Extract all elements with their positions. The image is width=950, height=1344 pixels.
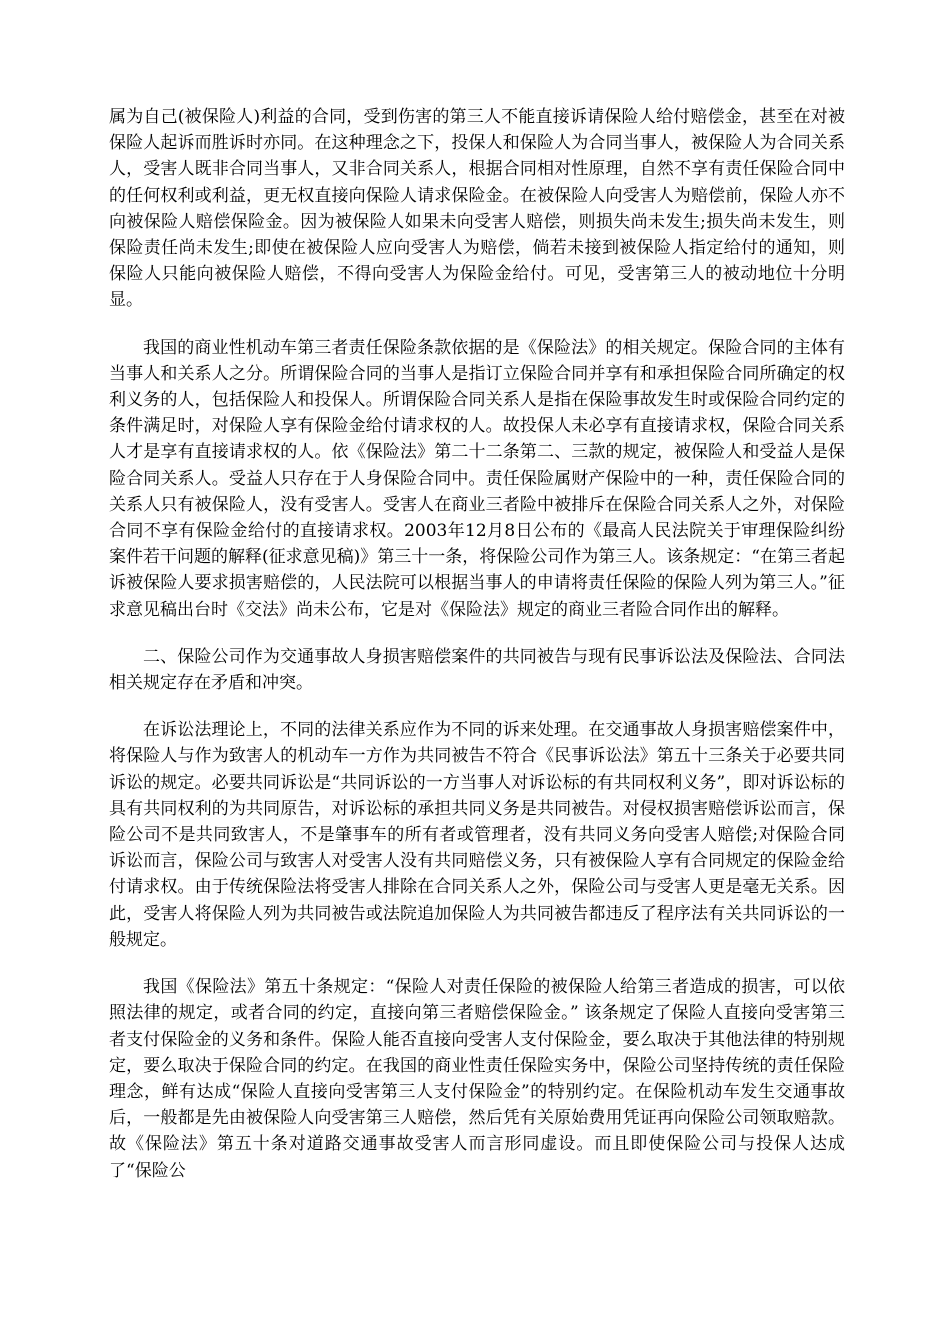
paragraph-2: 我国的商业性机动车第三者责任保险条款依据的是《保险法》的相关规定。保险合同的主体有当事人和关系人之分。所谓保险合同的当事人是指订立保险合同并享有和承担保险合同所确定的权利义务的人，包括保险人和投保人。所谓保险合同关系人是指在保险事故发生时或保险合同约定的条件满足时，对保险人享有保险金给付请求权的人。故投保人未必享有直接请求权，保险合同关系人才是享有直接请求权的人。依《保险法》第二十二条第二、三款的规定，被保险人和受益人是保险合同关系人。受益人只存在于人身保险合同中。责任保险属财产保险中的一种，责任保险合同的关系人只有被保险人，没有受害人。受害人在商业三者险中被排斥在保险合同关系人之外，对保险合同不享有保险金给付的直接请求权。2003年12月8日公布的《最高人民法院关于审理保险纠纷案件若干问题的解释(征求意见稿)》第三十一条，将保险公司作为第三人。该条规定：“在第三者起诉被保险人要求损害赔偿的，人民法院可以根据当事人的申请将责任保险的保险人列为第三人。”征求意见稿出台时《交法》尚未公布，它是对《保险法》规定的商业三者险合同作出的解释。 xyxy=(109,337,845,620)
paragraph-3-section-heading: 二、保险公司作为交通事故人身损害赔偿案件的共同被告与现有民事诉讼法及保险法、合同法相关规定存在矛盾和冲突。 xyxy=(109,646,845,694)
paragraph-5: 我国《保险法》第五十条规定：“保险人对责任保险的被保险人给第三者造成的损害，可以依照法律的规定，或者合同的约定，直接向第三者赔偿保险金。” 该条规定了保险人直接向受害第三者支付保险金的义务和条件。保险人能否直接向受害人支付保险金，要么取决于其他法律的特别规定，要么取决于保险合同的约定。在我国的商业性责任保险实务中，保险公司坚持传统的责任保险理念，鲜有达成“保险人直接向受害第三人支付保险金”的特别约定。在保险机动车发生交通事故后，一般都是先由被保险人向受害第三人赔偿，然后凭有关原始费用凭证再向保险公司领取赔款。故《保险法》第五十条对道路交通事故受害人而言形同虚设。而且即使保险公司与投保人达成了“保险公 xyxy=(109,977,845,1181)
paragraph-4: 在诉讼法理论上，不同的法律关系应作为不同的诉来处理。在交通事故人身损害赔偿案件中，将保险人与作为致害人的机动车一方作为共同被告不符合《民事诉讼法》第五十三条关于必要共同诉讼的规定。必要共同诉讼是“共同诉讼的一方当事人对诉讼标的有共同权利义务”，即对诉讼标的具有共同权利的为共同原告，对诉讼标的承担共同义务是共同被告。对侵权损害赔偿诉讼而言，保险公司不是共同致害人，不是肇事车的所有者或管理者，没有共同义务向受害人赔偿;对保险合同诉讼而言，保险公司与致害人对受害人没有共同赔偿义务，只有被保险人享有合同规定的保险金给付请求权。由于传统保险法将受害人排除在合同关系人之外，保险公司与受害人更是毫无关系。因此，受害人将保险人列为共同被告或法院追加保险人为共同被告都违反了程序法有关共同诉讼的一般规定。 xyxy=(109,720,845,950)
paragraph-1: 属为自己(被保险人)利益的合同，受到伤害的第三人不能直接诉请保险人给付赔偿金，甚至在对被保险人起诉而胜诉时亦同。在这种理念之下，投保人和保险人为合同当事人，被保险人为合同关系人，受害人既非合同当事人，又非合同关系人，根据合同相对性原理，自然不享有责任保险合同中的任何权利或利益，更无权直接向保险人请求保险金。在被保险人向受害人为赔偿前，保险人亦不向被保险人赔偿保险金。因为被保险人如果未向受害人赔偿，则损失尚未发生;损失尚未发生，则保险责任尚未发生;即使在被保险人应向受害人为赔偿，倘若未接到被保险人指定给付的通知，则保险人只能向被保险人赔偿，不得向受害人为保险金给付。可见，受害第三人的被动地位十分明显。 xyxy=(109,107,845,311)
document-body xyxy=(109,104,845,1205)
